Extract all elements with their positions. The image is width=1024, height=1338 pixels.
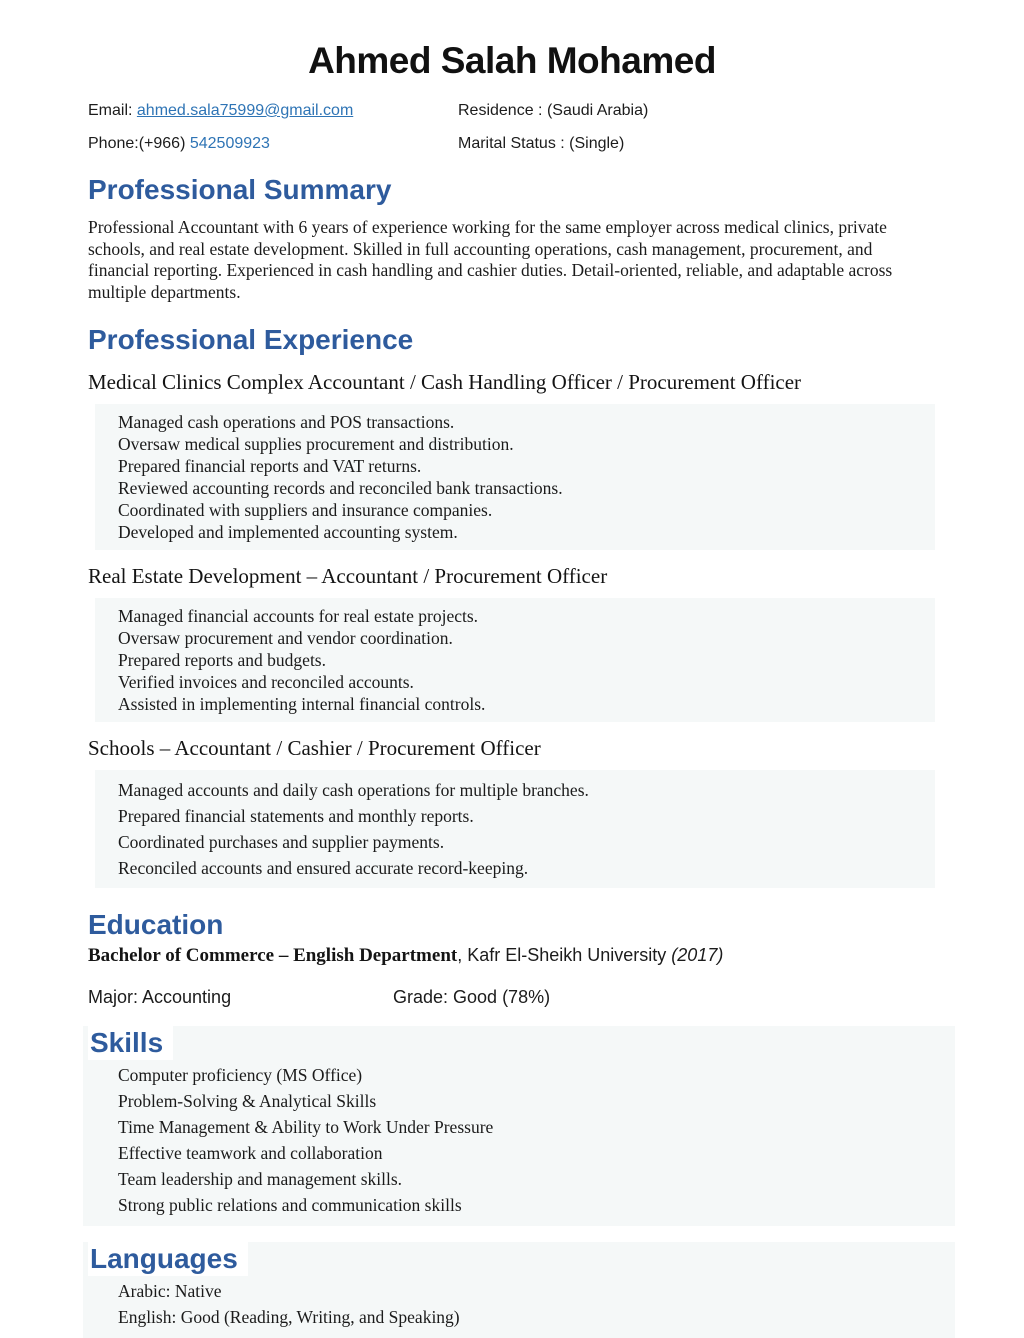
phone-label: Phone:(+966) xyxy=(88,135,190,152)
degree-university: , Kafr El-Sheikh University xyxy=(457,945,672,965)
job-block xyxy=(88,564,936,722)
languages-heading: Languages xyxy=(88,1242,248,1276)
skill-item: Time Management & Ability to Work Under Pressure xyxy=(118,1117,494,1137)
email-label: Email: xyxy=(88,102,137,119)
contact-marital-status: Marital Status : (Single) xyxy=(458,135,625,152)
job-bullet: Assisted in implementing internal financial controls. xyxy=(118,694,486,714)
language-item: Arabic: Native xyxy=(118,1281,222,1301)
job-bullet: Reconciled accounts and ensured accurate record-keeping. xyxy=(118,858,529,878)
education-details xyxy=(88,987,936,1008)
education-grade: Grade: Good (78%) xyxy=(393,987,551,1007)
contact-phone xyxy=(88,135,458,153)
languages-list xyxy=(88,1278,955,1330)
skill-item: Team leadership and management skills. xyxy=(118,1169,403,1189)
job-bullet: Oversaw procurement and vendor coordination. xyxy=(118,628,453,648)
job-title: Schools – Accountant / Cashier / Procurement Officer xyxy=(88,736,541,760)
job-bullet: Prepared reports and budgets. xyxy=(118,650,326,670)
job-bullets-panel xyxy=(95,404,935,550)
job-bullet: Managed cash operations and POS transactions. xyxy=(118,412,455,432)
job-block xyxy=(88,370,936,550)
degree-name: Bachelor of Commerce – English Department xyxy=(88,945,458,966)
summary-heading: Professional Summary xyxy=(88,174,392,205)
job-bullets-panel xyxy=(95,598,935,722)
job-bullet: Coordinated purchases and supplier payments. xyxy=(118,832,445,852)
skill-item: Strong public relations and communication skills xyxy=(118,1195,462,1215)
languages-section xyxy=(83,1242,955,1338)
job-bullet: Managed financial accounts for real estate projects. xyxy=(118,606,479,626)
job-title: Medical Clinics Complex Accountant / Cash Handling Officer / Procurement Officer xyxy=(88,370,802,394)
job-block xyxy=(88,736,936,888)
education-major: Major: Accounting xyxy=(88,987,232,1007)
job-title: Real Estate Development – Accountant / Procurement Officer xyxy=(88,564,608,588)
job-bullet: Prepared financial reports and VAT returns. xyxy=(118,456,422,476)
experience-heading: Professional Experience xyxy=(88,324,414,355)
skills-list xyxy=(88,1062,955,1218)
job-bullet: Verified invoices and reconciled accounts. xyxy=(118,672,414,692)
degree-line xyxy=(88,945,936,967)
contact-residence: Residence : (Saudi Arabia) xyxy=(458,102,649,119)
skill-item: Effective teamwork and collaboration xyxy=(118,1143,383,1163)
contact-info xyxy=(88,102,936,153)
email-link[interactable]: ahmed.sala75999@gmail.com xyxy=(136,102,354,119)
job-bullets-panel xyxy=(95,770,935,888)
phone-number: 542509923 xyxy=(189,135,270,152)
education-heading: Education xyxy=(88,909,224,940)
degree-year: (2017) xyxy=(671,945,724,965)
language-item: English: Good (Reading, Writing, and Speaking) xyxy=(118,1307,460,1327)
contact-email xyxy=(88,102,458,120)
skill-item: Computer proficiency (MS Office) xyxy=(118,1065,363,1085)
job-bullet: Managed accounts and daily cash operations for multiple branches. xyxy=(118,780,589,800)
summary-paragraph: Professional Accountant with 6 years of experience working for the same employer across medical clinics, private schools, and real estate development. Skilled in full accounting operations, cash management, procurement, and financial reporting. Experienced in cash handling and cashier duties. Detail-oriented, reliable, and adaptable across multiple departments. xyxy=(88,217,893,302)
skills-heading: Skills xyxy=(88,1026,173,1060)
skills-section xyxy=(83,1026,955,1226)
job-bullet: Developed and implemented accounting system. xyxy=(118,522,458,542)
job-bullet: Coordinated with suppliers and insurance companies. xyxy=(118,500,493,520)
job-bullet: Reviewed accounting records and reconciled bank transactions. xyxy=(118,478,563,498)
page-title: Ahmed Salah Mohamed xyxy=(308,40,716,81)
job-bullet: Prepared financial statements and monthly reports. xyxy=(118,806,474,826)
skill-item: Problem-Solving & Analytical Skills xyxy=(118,1091,377,1111)
job-bullet: Oversaw medical supplies procurement and distribution. xyxy=(118,434,514,454)
